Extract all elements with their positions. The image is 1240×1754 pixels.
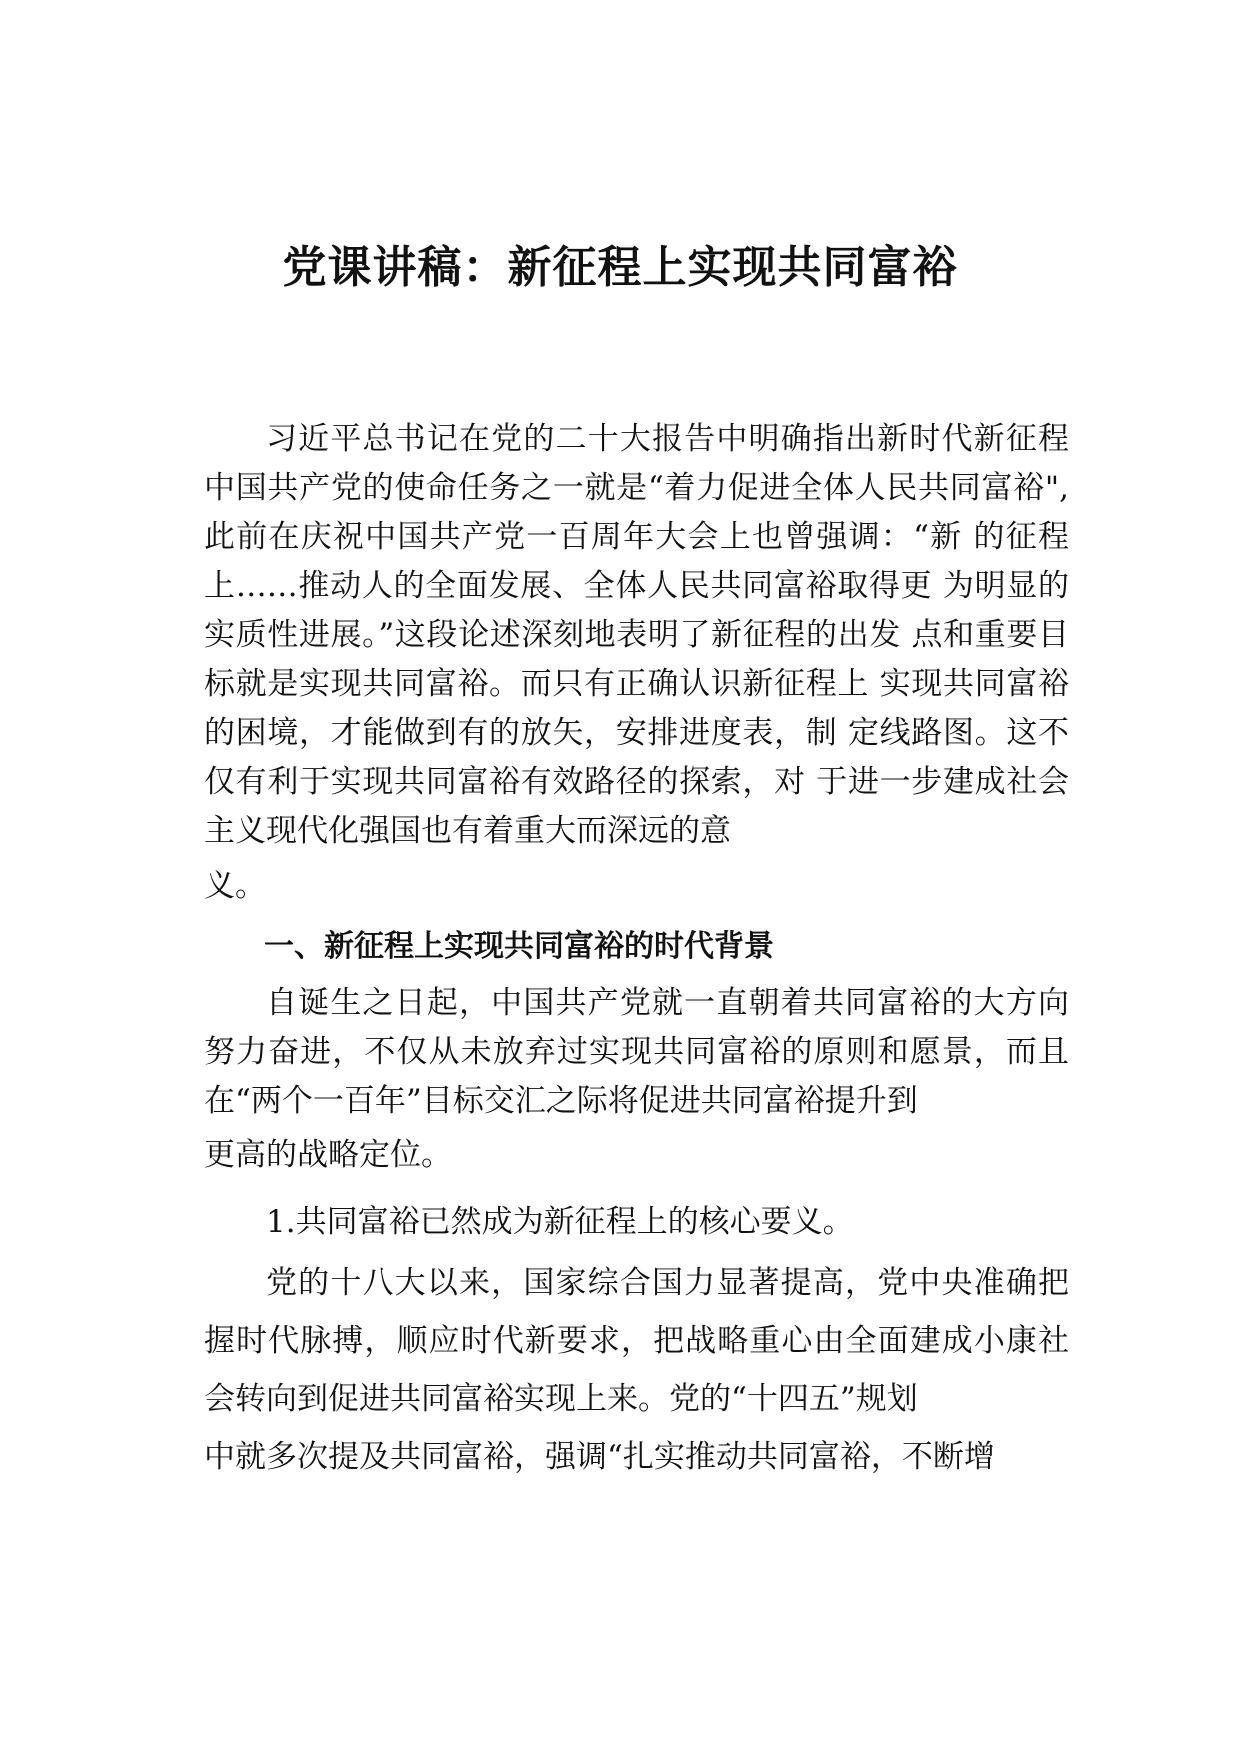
intro-paragraph-tail: 义。: [204, 868, 266, 904]
point-1-paragraph-tail: 中就多次提及共同富裕，强调“扎实推动共同富裕，不断增: [204, 1439, 995, 1475]
section-1-paragraph-tail: 更高的战略定位。: [204, 1137, 452, 1173]
point-1-heading: 1.共同富裕已然成为新征程上的核心要义。: [266, 1204, 854, 1240]
document-body: [204, 415, 1069, 1486]
section-1-paragraph: 自诞生之日起，中国共产党就一直朝着共同富裕的大方向努力奋进，不仅从未放弃过实现共同富裕的原则和愿景，而且在“两个一百年”目标交汇之际将促进共同富裕提升到: [204, 985, 1069, 1119]
section-1-heading: 一、新征程上实现共同富裕的时代背景: [264, 929, 774, 964]
point-1-paragraph: 党的十八大以来，国家综合国力显著提高，党中央准确把握时代脉搏，顺应时代新要求，把战略重心由全面建成小康社会转向到促进共同富裕实现上来。党的“十四五”规划: [204, 1265, 1069, 1417]
document-title: 党课讲稿：新征程上实现共同富裕: [282, 242, 958, 293]
intro-paragraph: 习近平总书记在党的二十大报告中明确指出新时代新征程中国共产党的使命任务之一就是“着力促进全体人民共同富裕",此前在庆祝中国共产党一百周年大会上也曾强调：“新 的征程上……推动人的全面发展、全体人民共同富裕取得更 为明显的实质性进展。”这段论述深刻地表明了新征程的出发 点和重要目标就是实现共同富裕。而只有正确认识新征程上 实现共同富裕的困境，才能做到有的放矢，安排进度表，制 定线路图。这不仅有利于实现共同富裕有效路径的探索，对 于进一步建成社会主义现代化强国也有着重大而深远的意: [204, 421, 1069, 849]
